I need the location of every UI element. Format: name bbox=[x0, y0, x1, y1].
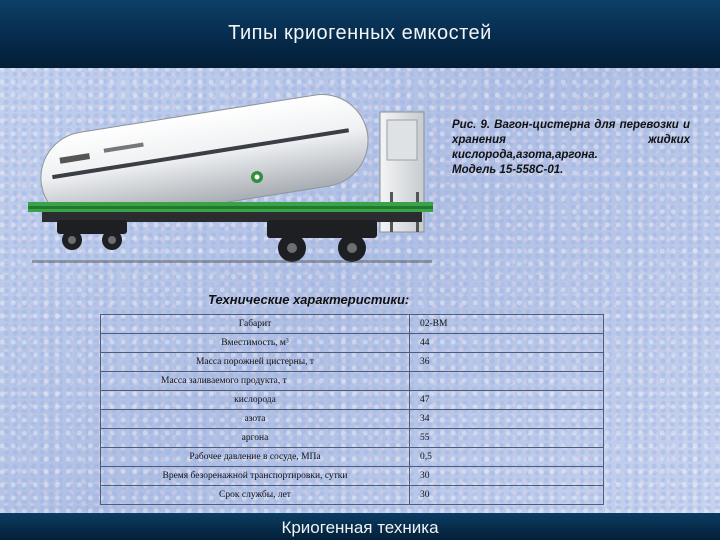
caption-model: Модель 15-558С-01. bbox=[452, 164, 564, 176]
tank-wagon-image bbox=[12, 82, 447, 282]
table-row bbox=[101, 372, 604, 391]
spec-label: Срок службы, лет bbox=[101, 486, 410, 505]
spec-value: 44 bbox=[410, 334, 604, 353]
spec-label: азота bbox=[101, 410, 410, 429]
footer-bar bbox=[0, 513, 720, 540]
table-row bbox=[101, 315, 604, 334]
table-row bbox=[101, 467, 604, 486]
table-row bbox=[101, 486, 604, 505]
spec-value bbox=[410, 372, 604, 391]
spec-label: Время безоренажной транспортировки, сутки bbox=[101, 467, 410, 486]
spec-value: 47 bbox=[410, 391, 604, 410]
spec-value: 30 bbox=[410, 467, 604, 486]
spec-value: 02-ВМ bbox=[410, 315, 604, 334]
spec-value: 55 bbox=[410, 429, 604, 448]
specs-table bbox=[100, 314, 604, 505]
table-row bbox=[101, 334, 604, 353]
spec-label: Масса порожней цистерны, т bbox=[101, 353, 410, 372]
spec-label: Рабочее давление в сосуде, МПа bbox=[101, 448, 410, 467]
spec-value: 0,5 bbox=[410, 448, 604, 467]
figure-caption bbox=[452, 118, 690, 178]
specs-heading: Технические характеристики: bbox=[208, 292, 410, 307]
spec-label: кислорода bbox=[101, 391, 410, 410]
header-bar bbox=[0, 0, 720, 68]
caption-text: Рис. 9. Вагон-цистерна для перевозки и хранения жидких кислорода,азота,аргона. bbox=[452, 119, 690, 161]
spec-value: 30 bbox=[410, 486, 604, 505]
table-row bbox=[101, 391, 604, 410]
page-title: Типы криогенных емкостей bbox=[228, 22, 492, 44]
spec-value: 34 bbox=[410, 410, 604, 429]
table-row bbox=[101, 410, 604, 429]
spec-label: Масса заливаемого продукта, т bbox=[101, 372, 410, 391]
spec-label: аргона bbox=[101, 429, 410, 448]
table-row bbox=[101, 448, 604, 467]
spec-value: 36 bbox=[410, 353, 604, 372]
spec-label: Вместимость, м³ bbox=[101, 334, 410, 353]
table-row bbox=[101, 429, 604, 448]
table-row bbox=[101, 353, 604, 372]
spec-label: Габарит bbox=[101, 315, 410, 334]
footer-title: Криогенная техника bbox=[281, 518, 439, 537]
